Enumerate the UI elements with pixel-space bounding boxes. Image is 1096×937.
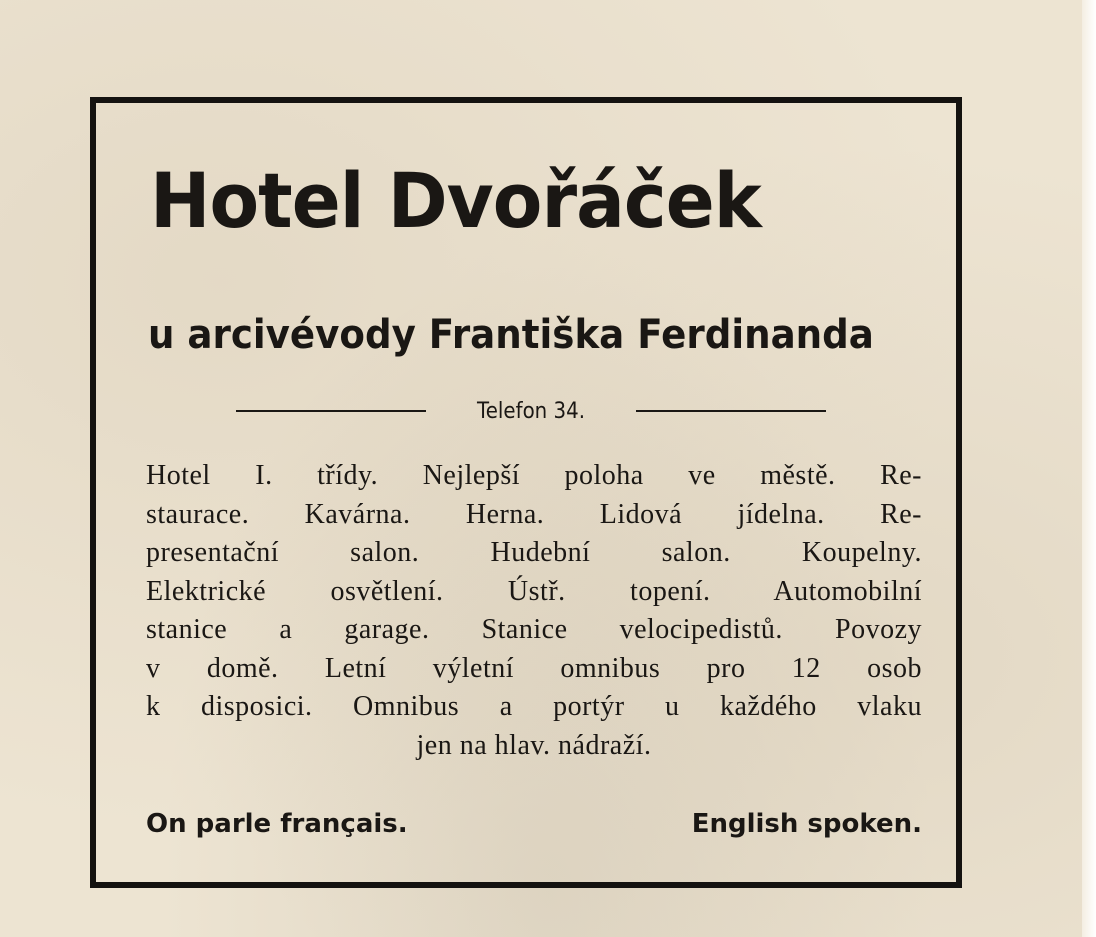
description-line: jen na hlav. nádraží. [416,729,652,761]
advertisement-frame [90,97,962,888]
description-line: Hotel I. třídy. Nejlepší poloha ve městě. Re- [146,460,922,491]
right-rule [636,410,826,412]
english-note: English spoken. [691,809,922,839]
page-edge [1082,0,1096,937]
description-line: staurace. Kavárna. Herna. Lidová jídelna. Re- [146,498,922,530]
phone-row [236,396,826,426]
hotel-description [146,457,922,765]
description-line: Elektrické osvětlení. Ústř. topení. Automobilní [146,575,922,607]
left-rule [236,410,426,412]
french-note: On parle français. [146,809,408,839]
description-line: v domě. Letní výletní omnibus pro 12 osob [146,652,922,684]
phone-number: Telefon 34. [476,398,585,424]
description-line: presentační salon. Hudební salon. Koupelny. [146,537,922,568]
description-line: stanice a garage. Stanice velocipedistů. Povozy [146,614,922,645]
description-line: k disposici. Omnibus a portýr u každého vlaku [146,691,922,722]
hotel-title: Hotel Dvořáček [150,156,761,245]
hotel-subtitle: u arcivévody Františka Ferdinanda [148,312,874,358]
language-footer [146,809,922,839]
